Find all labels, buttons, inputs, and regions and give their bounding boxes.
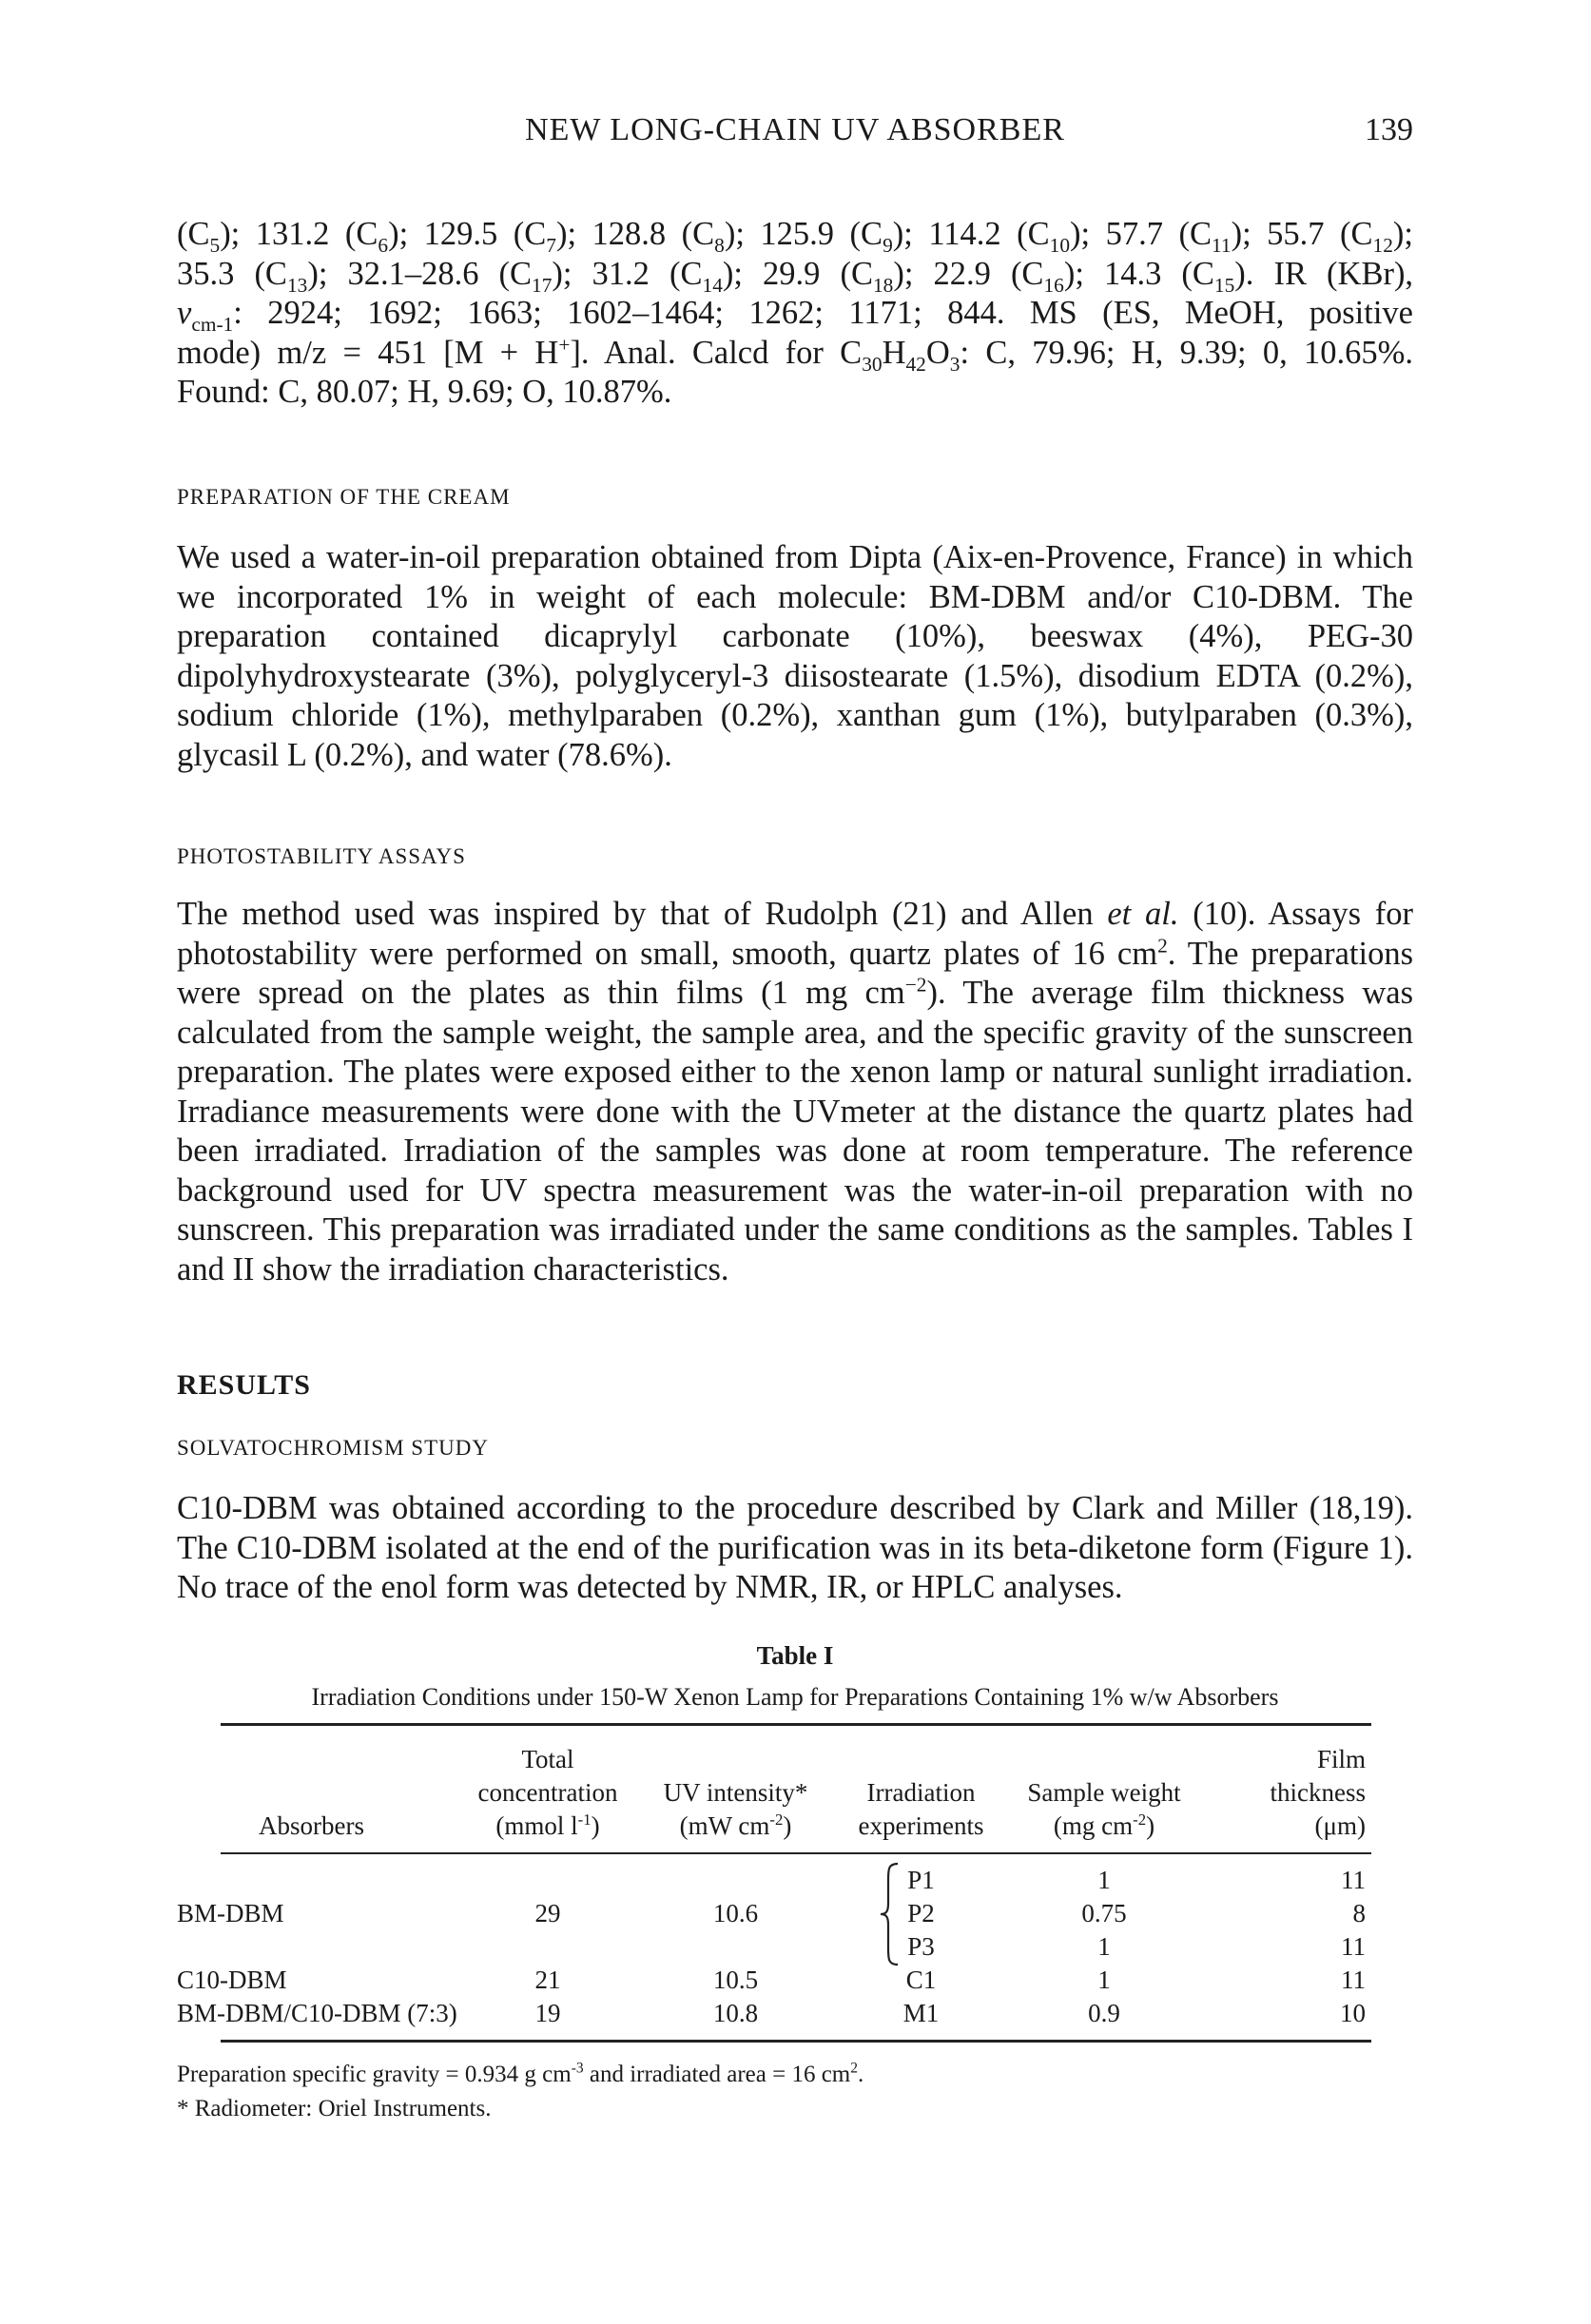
cell-absorber [177, 1930, 467, 1964]
header-concentration: Total concentration (mmol $l^{-1}$) [477, 1745, 618, 1840]
cell-uv-intensity: 10.8 [712, 1999, 759, 2027]
table-caption: Irradiation Conditions under 150-W Xenon Lamp for Preparations Containing 1% w/w Absorbers [311, 1683, 1279, 1711]
table-row [177, 1930, 1413, 1964]
curly-brace [879, 1862, 900, 1966]
cell-film-thickness: 8 [1352, 1899, 1366, 1927]
cell-concentration [467, 1930, 629, 1964]
cell-absorber: BM-DBM/C10-DBM (7:3) [177, 1999, 457, 2027]
page-number: 139 [1365, 112, 1413, 147]
cell-film-thickness: 10 [1340, 1999, 1366, 2027]
table-row [177, 1864, 1413, 1897]
cell-sample-weight: 1 [1097, 1932, 1111, 1961]
header-film-thickness: Film thickness (μm) [1270, 1745, 1366, 1840]
section-label-photostability: PHOTOSTABILITY ASSAYS [177, 844, 466, 868]
cell-experiment: C1 [905, 1966, 937, 1994]
table-row [177, 1897, 1413, 1930]
running-title: NEW LONG-CHAIN UV ABSORBER [525, 112, 1065, 147]
irradiation-table [177, 1740, 1413, 2030]
cell-absorber: BM-DBM [177, 1899, 284, 1927]
header-sample-weight: Sample weight (mg $cm^{-2}$) [1027, 1778, 1181, 1840]
cell-concentration: 29 [534, 1899, 561, 1927]
results-heading: RESULTS [177, 1369, 311, 1401]
cell-uv-intensity [629, 1930, 843, 1964]
header-irradiation-experiments: Irradiation experiments [858, 1778, 984, 1840]
cell-experiment: P3 [907, 1932, 935, 1961]
table-row [177, 1964, 1413, 1997]
header-uv-intensity: UV intensity* (mW $cm^{-2}$) [663, 1778, 808, 1840]
nmr-line-3: $\nu_{cm-1}$: 2924; 1692; 1663; 1602–1464; 1262; 1171; 844. MS (ES, MeOH, positive [177, 295, 1413, 336]
photostability-paragraph: The method used was inspired by that of Rudolph (21) and Allen et al. (10). Assays for photostability were performed on small, smooth, quartz plates of 16 $cm^2$. The preparations were spread on the plates as thin films (1 mg $cm^{-2}$). The average film thickness was calculated from the sample weight, the sample area, and the specific gravity of the sunscreen preparation. The plates were exposed either to the xenon lamp or natural sunlight irradiation. Irradiance measurements were done with the UVmeter at the distance the quartz plates had been irradiated. Irradiation of the samples was done at room temperature. The reference background used for UV spectra measurement was the water-in-oil preparation with no sunscreen. This preparation was irradiated under the same conditions as the samples. Tables I and II show the irradiation characteristics. [177, 896, 1413, 1288]
solvatochromism-paragraph: C10-DBM was obtained according to the procedure described by Clark and Miller (18,19). The C10-DBM isolated at the end of the purification was in its beta-diketone form (Figure 1). No trace of the enol form was detected by NMR, IR, or HPLC analyses. [177, 1490, 1413, 1605]
cell-uv-intensity: 10.5 [712, 1966, 759, 1994]
table-bottom-rule [221, 2040, 1371, 2043]
table-row [177, 1997, 1413, 2030]
cell-absorber [177, 1864, 467, 1897]
nmr-line-1: $(C_5)$; 131.2 $(C_6)$; 129.5 $(C_7)$; 128.8 $(C_8)$; 125.9 $(C_9)$; 114.2 $(C_{10})$; 57.7 $(C_{11})$; 55.7 $(C_{12})$; [177, 216, 1413, 257]
cell-concentration: 19 [534, 1999, 561, 2027]
running-header [177, 112, 1413, 160]
cell-absorber: C10-DBM [177, 1966, 287, 1994]
nmr-line-4: mode) m/z = 451 [M + H+]. Anal. Calcd for $C_{30}H_{42}O_3$: C, 79.96; H, 9.39; 0, 10.65%. [177, 333, 1413, 376]
section-label-solvatochromism: SOLVATOCHROMISM STUDY [177, 1436, 489, 1460]
cell-experiment: P1 [907, 1866, 935, 1894]
cream-paragraph: We used a water-in-oil preparation obtained from Dipta (Aix-en-Provence, France) in which we incorporated 1% in weight of each molecule: BM-DBM and/or C10-DBM. The preparation contained dicaprylyl carbonate (10%), beeswax (4%), PEG-30 dipolyhydroxystearate (3%), polyglyceryl-3 diisostearate (1.5%), disodium EDTA (0.2%), sodium chloride (1%), methylparaben (0.2%), xanthan gum (1%), butylparaben (0.3%), glycasil L (0.2%), and water (78.6%). [177, 539, 1413, 773]
cell-concentration: 21 [534, 1966, 561, 1994]
nmr-line-2: 35.3 $(C_{13})$; 32.1–28.6 $(C_{17})$; 31.2 $(C_{14})$; 29.9 $(C_{18})$; 22.9 $(C_{16})$; 14.3 $(C_{15})$. IR (KBr), [177, 255, 1414, 297]
header-absorbers: Absorbers [259, 1811, 364, 1840]
table-title: Table I [756, 1641, 834, 1670]
cell-film-thickness: 11 [1341, 1966, 1366, 1994]
table-footnote-gravity: Preparation specific gravity = 0.934 g $cm^{-3}$ and irradiated area = 16 $cm^2$. [177, 2060, 864, 2087]
table-header-row [177, 1740, 1413, 1850]
cell-uv-intensity [629, 1864, 843, 1897]
cell-sample-weight: 1 [1097, 1866, 1111, 1894]
nmr-data-paragraph [177, 215, 1413, 413]
cell-sample-weight: 1 [1097, 1966, 1111, 1994]
nmr-line-5: Found: C, 80.07; H, 9.69; O, 10.87%. [177, 374, 672, 410]
cell-film-thickness: 11 [1341, 1866, 1366, 1894]
cell-sample-weight: 0.75 [1081, 1899, 1127, 1927]
cell-sample-weight: 0.9 [1088, 1999, 1120, 2027]
cell-uv-intensity: 10.6 [712, 1899, 759, 1927]
cell-experiment: P2 [843, 1897, 999, 1930]
table-top-rule [221, 1723, 1371, 1726]
cell-concentration [467, 1864, 629, 1897]
cell-film-thickness: 11 [1341, 1932, 1366, 1961]
section-label-cream: PREPARATION OF THE CREAM [177, 485, 511, 509]
table-footnote-radiometer: * Radiometer: Oriel Instruments. [177, 2096, 492, 2121]
cell-experiment: M1 [902, 1999, 940, 2027]
